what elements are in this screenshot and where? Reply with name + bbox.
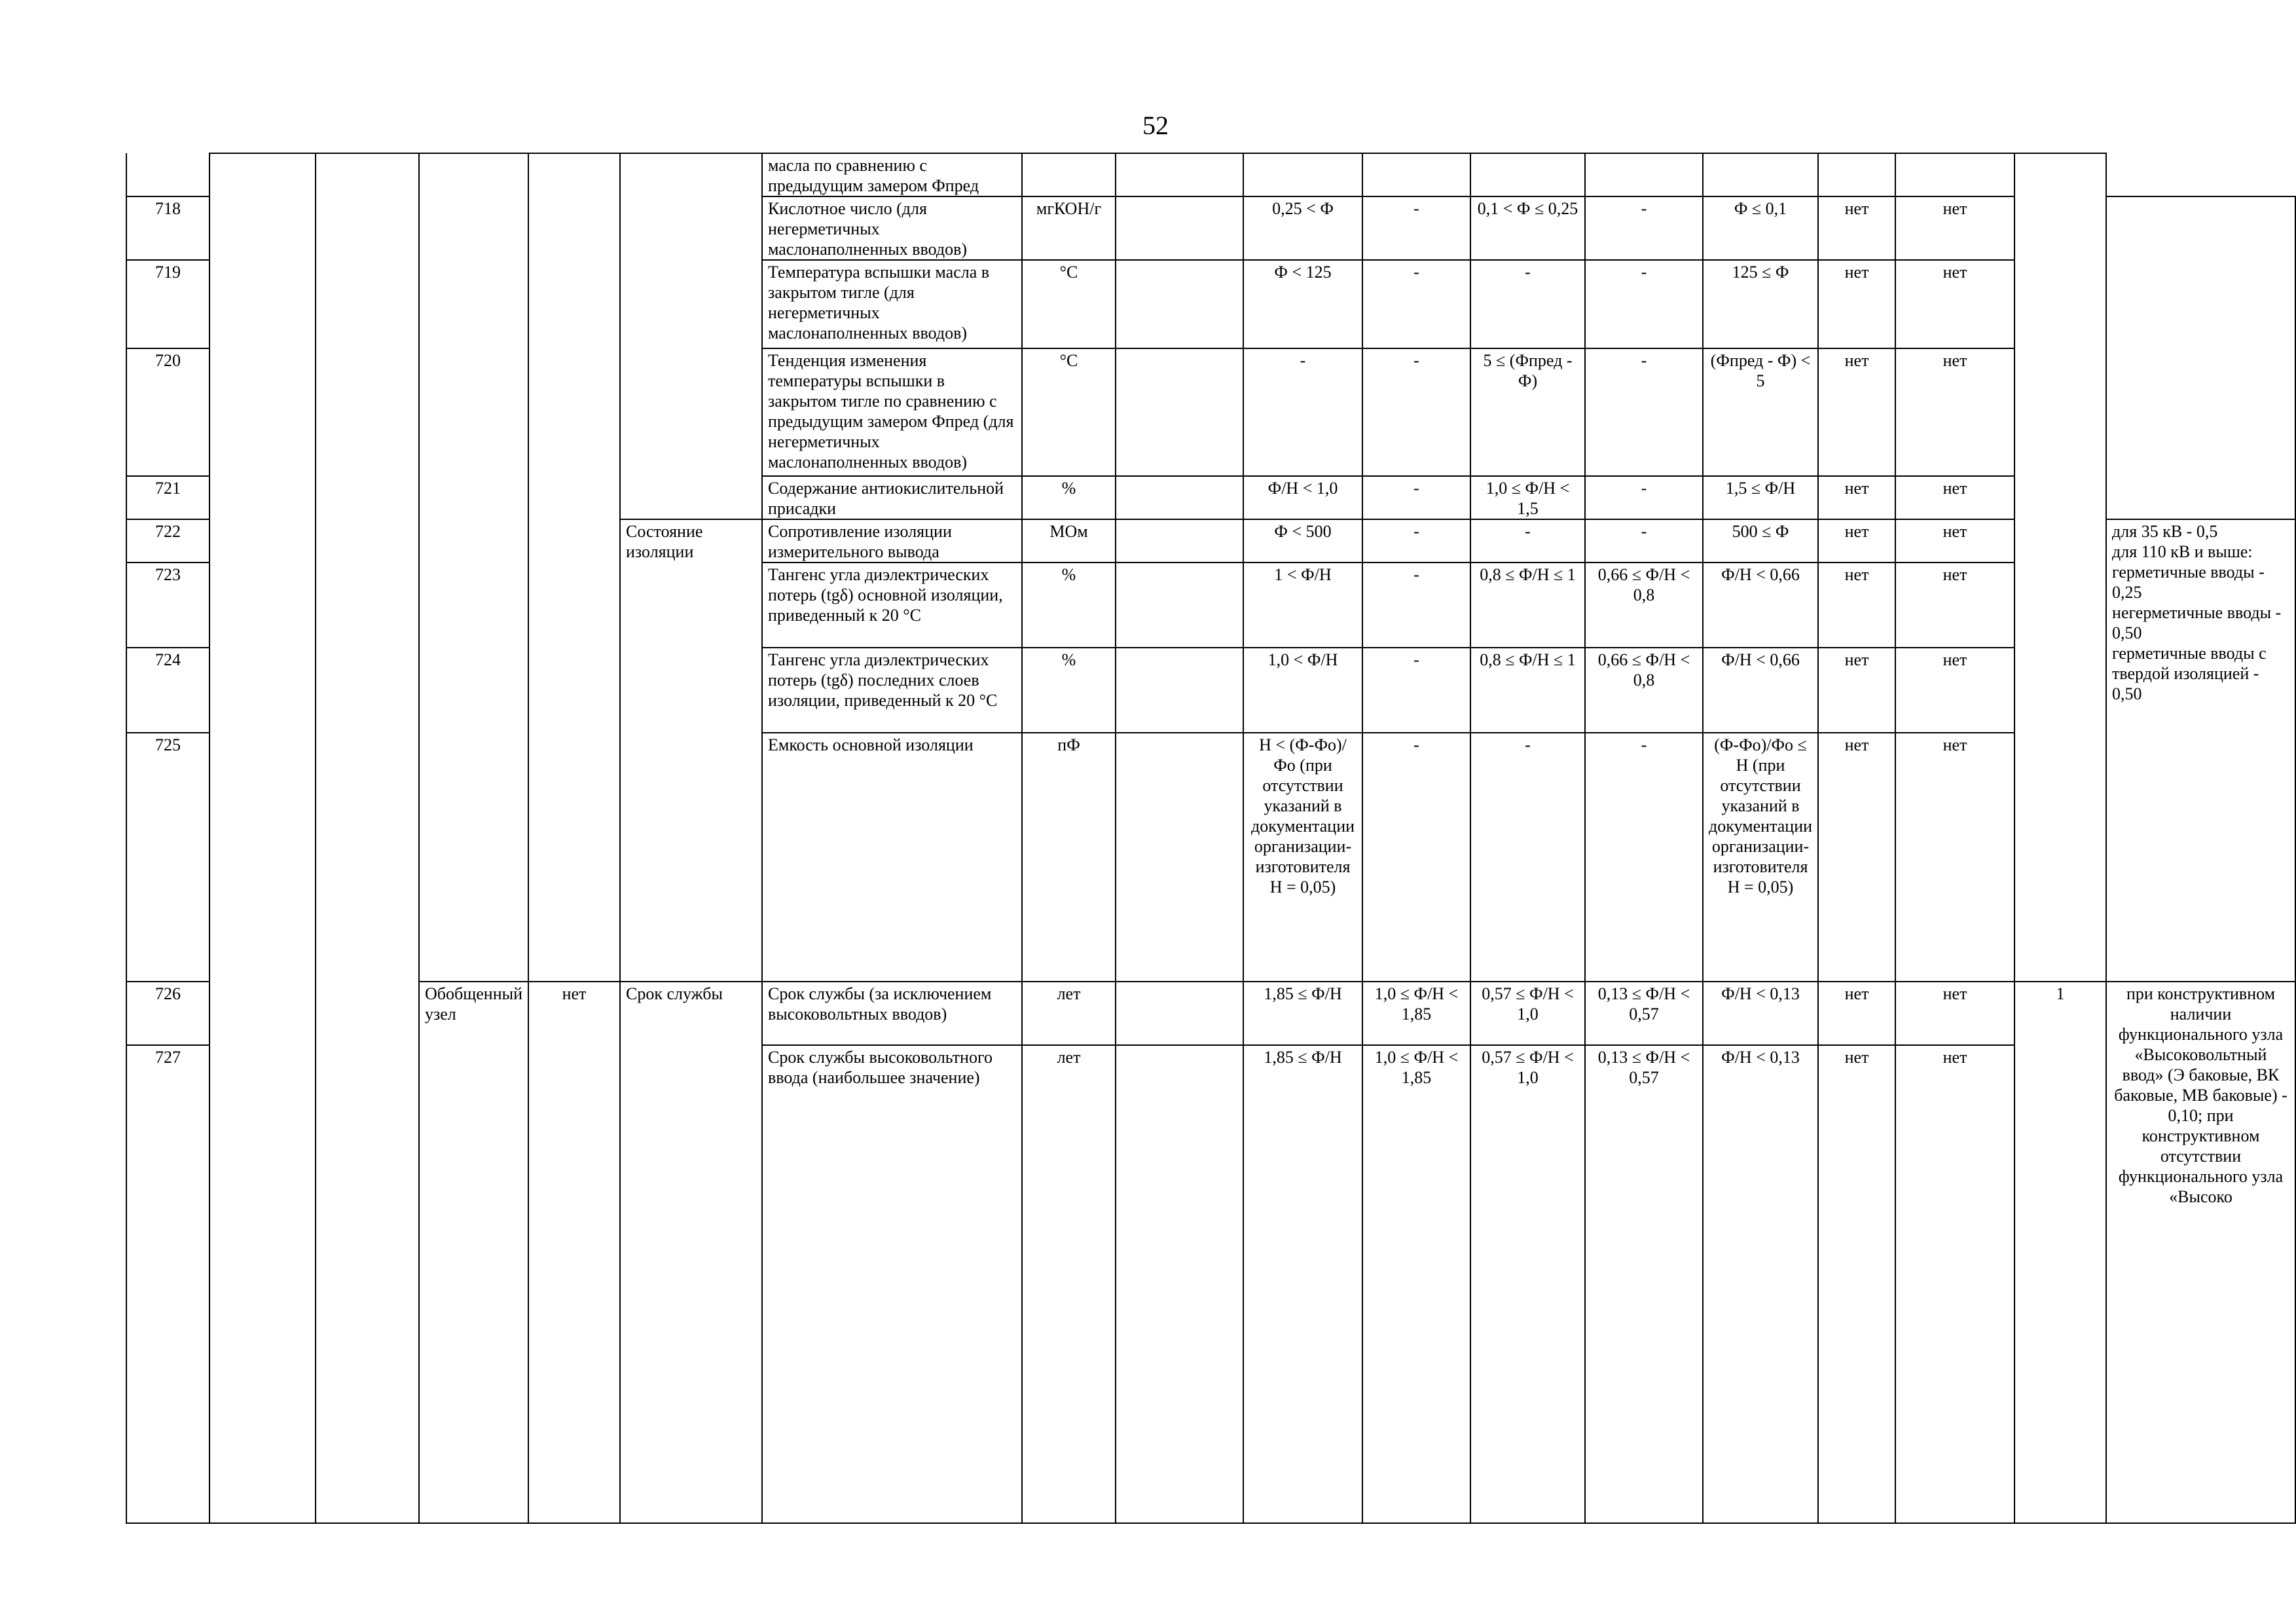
param-cell: Срок службы высоковольтного ввода (наибольшее значение) (762, 1045, 1022, 1523)
value-cell: 1,85 ≤ Ф/Н (1243, 982, 1362, 1045)
param-cell: Емкость основной изоляции (762, 733, 1022, 982)
value-cell: 5 ≤ (Фпред - Ф) (1470, 348, 1585, 476)
value-cell: нет (1818, 1045, 1895, 1523)
row-number: 721 (126, 476, 210, 519)
value-cell: нет (1895, 733, 2014, 982)
value-cell: нет (1895, 519, 2014, 563)
unit-cell: мгКОН/г (1022, 196, 1116, 260)
value-cell: 1,0 ≤ Ф/Н < 1,85 (1362, 1045, 1470, 1523)
value-cell: 0,8 ≤ Ф/Н ≤ 1 (1470, 563, 1585, 648)
value-cell: - (1362, 348, 1470, 476)
value-cell: Ф/Н < 0,66 (1703, 648, 1818, 733)
value-cell: - (1470, 260, 1585, 348)
value-cell: Ф/Н < 1,0 (1243, 476, 1362, 519)
value-cell: нет (1818, 260, 1895, 348)
value-cell: 0,8 ≤ Ф/Н ≤ 1 (1470, 648, 1585, 733)
unit-cell: лет (1022, 982, 1116, 1045)
weight-cell: 1 (2014, 982, 2106, 1523)
value-cell: 0,13 ≤ Ф/Н < 0,57 (1585, 982, 1703, 1045)
value-cell: - (1585, 260, 1703, 348)
value-cell: - (1585, 519, 1703, 563)
value-cell: 0,66 ≤ Ф/Н < 0,8 (1585, 563, 1703, 648)
unit-cell: % (1022, 563, 1116, 648)
row-number: 723 (126, 563, 210, 648)
group-cell: Срок службы (620, 982, 762, 1523)
value-cell: - (1362, 563, 1470, 648)
value-cell: 1,0 ≤ Ф/Н < 1,5 (1470, 476, 1585, 519)
value-cell: - (1585, 476, 1703, 519)
value-cell: нет (1895, 196, 2014, 260)
value-cell: - (1362, 260, 1470, 348)
value-cell: Ф < 500 (1243, 519, 1362, 563)
param-cell: Срок службы (за исключением высоковольтных вводов) (762, 982, 1022, 1045)
unit-cell: % (1022, 476, 1116, 519)
param-cell: Тенденция изменения температуры вспышки в закрытом тигле по сравнению с предыдущим замером Фпред (для негерметичных маслонаполненных вводов) (762, 348, 1022, 476)
value-cell: - (1585, 733, 1703, 982)
value-cell: - (1362, 648, 1470, 733)
value-cell: - (1585, 348, 1703, 476)
value-cell: нет (1818, 563, 1895, 648)
value-cell: (Фпред - Ф) < 5 (1703, 348, 1818, 476)
unit-cell: % (1022, 648, 1116, 733)
service-note: при конструктивном наличии функционального узла «Высоковольтный ввод» (Э баковые, ВК баковые, МВ баковые) - 0,10; при конструктивном отсутствии функционального узла «Высоко (2106, 982, 2295, 1523)
value-cell: нет (1895, 982, 2014, 1045)
value-cell: Н < (Ф-Фо)/Фо (при отсутствии указаний в документации организации-изготовителя Н = 0,05) (1243, 733, 1362, 982)
value-cell: 0,57 ≤ Ф/Н < 1,0 (1470, 982, 1585, 1045)
value-cell: Ф/Н < 0,13 (1703, 982, 1818, 1045)
value-cell: нет (1895, 348, 2014, 476)
table-row (126, 982, 2295, 1045)
value-cell: нет (1818, 196, 1895, 260)
value-cell: Ф < 125 (1243, 260, 1362, 348)
row-number: 722 (126, 519, 210, 563)
value-cell: Ф/Н < 0,13 (1703, 1045, 1818, 1523)
value-cell: - (1362, 196, 1470, 260)
page-number: 52 (1142, 111, 1169, 140)
value-cell: Ф/Н < 0,66 (1703, 563, 1818, 648)
param-cell: Тангенс угла диэлектрических потерь (tgδ) последних слоев изоляции, приведенный к 20 °С (762, 648, 1022, 733)
value-cell: 0,25 < Ф (1243, 196, 1362, 260)
value-cell: Ф ≤ 0,1 (1703, 196, 1818, 260)
param-cell: Тангенс угла диэлектрических потерь (tgδ) основной изоляции, приведенный к 20 °С (762, 563, 1022, 648)
value-cell: - (1470, 519, 1585, 563)
param-cell: масла по сравнению с предыдущим замером Фпред (762, 153, 1022, 196)
param-cell: Сопротивление изоляции измерительного вывода (762, 519, 1022, 563)
value-cell: - (1585, 196, 1703, 260)
value-cell: нет (1895, 260, 2014, 348)
param-cell: Кислотное число (для негерметичных маслонаполненных вводов) (762, 196, 1022, 260)
value-cell: 1 < Ф/Н (1243, 563, 1362, 648)
unit-cell: пФ (1022, 733, 1116, 982)
value-cell: 1,0 ≤ Ф/Н < 1,85 (1362, 982, 1470, 1045)
unit-cell: °С (1022, 348, 1116, 476)
value-cell: 1,85 ≤ Ф/Н (1243, 1045, 1362, 1523)
criteria-table (126, 153, 2296, 1524)
row-number: 720 (126, 348, 210, 476)
value-cell: - (1362, 476, 1470, 519)
value-cell: нет (1895, 1045, 2014, 1523)
value-cell: 0,66 ≤ Ф/Н < 0,8 (1585, 648, 1703, 733)
node-cell: Обобщенный узел (419, 982, 528, 1523)
value-cell: - (1470, 733, 1585, 982)
unit-cell: лет (1022, 1045, 1116, 1523)
value-cell: нет (1818, 348, 1895, 476)
value-cell: нет (1818, 476, 1895, 519)
value-cell: нет (1818, 733, 1895, 982)
insulation-note: для 35 кВ - 0,5 для 110 кВ и выше: герметичные вводы - 0,25 негерметичные вводы - 0,50 герметичные вводы с твердой изоляцией - 0,50 (2106, 519, 2295, 982)
value-cell: нет (1818, 648, 1895, 733)
value-cell: - (1362, 519, 1470, 563)
table-row (126, 153, 2295, 196)
flag-cell: нет (528, 982, 620, 1523)
value-cell: 125 ≤ Ф (1703, 260, 1818, 348)
row-number: 719 (126, 260, 210, 348)
value-cell: (Ф-Фо)/Фо ≤ Н (при отсутствии указаний в документации организации-изготовителя Н = 0,05) (1703, 733, 1818, 982)
row-number: 724 (126, 648, 210, 733)
value-cell: 1,0 < Ф/Н (1243, 648, 1362, 733)
row-number: 726 (126, 982, 210, 1045)
unit-cell: МОм (1022, 519, 1116, 563)
value-cell: 0,57 ≤ Ф/Н < 1,0 (1470, 1045, 1585, 1523)
value-cell: нет (1895, 476, 2014, 519)
param-cell: Содержание антиокислительной присадки (762, 476, 1022, 519)
value-cell: нет (1818, 982, 1895, 1045)
value-cell: 1,5 ≤ Ф/Н (1703, 476, 1818, 519)
row-number: 727 (126, 1045, 210, 1523)
group-cell: Состояние изоляции (620, 519, 762, 982)
row-number: 725 (126, 733, 210, 982)
value-cell: - (1362, 733, 1470, 982)
value-cell: нет (1895, 648, 2014, 733)
value-cell: 0,1 < Ф ≤ 0,25 (1470, 196, 1585, 260)
param-cell: Температура вспышки масла в закрытом тигле (для негерметичных маслонаполненных вводов) (762, 260, 1022, 348)
value-cell: - (1243, 348, 1362, 476)
value-cell: нет (1818, 519, 1895, 563)
unit-cell: °С (1022, 260, 1116, 348)
value-cell: нет (1895, 563, 2014, 648)
row-number: 718 (126, 196, 210, 260)
value-cell: 0,13 ≤ Ф/Н < 0,57 (1585, 1045, 1703, 1523)
value-cell: 500 ≤ Ф (1703, 519, 1818, 563)
